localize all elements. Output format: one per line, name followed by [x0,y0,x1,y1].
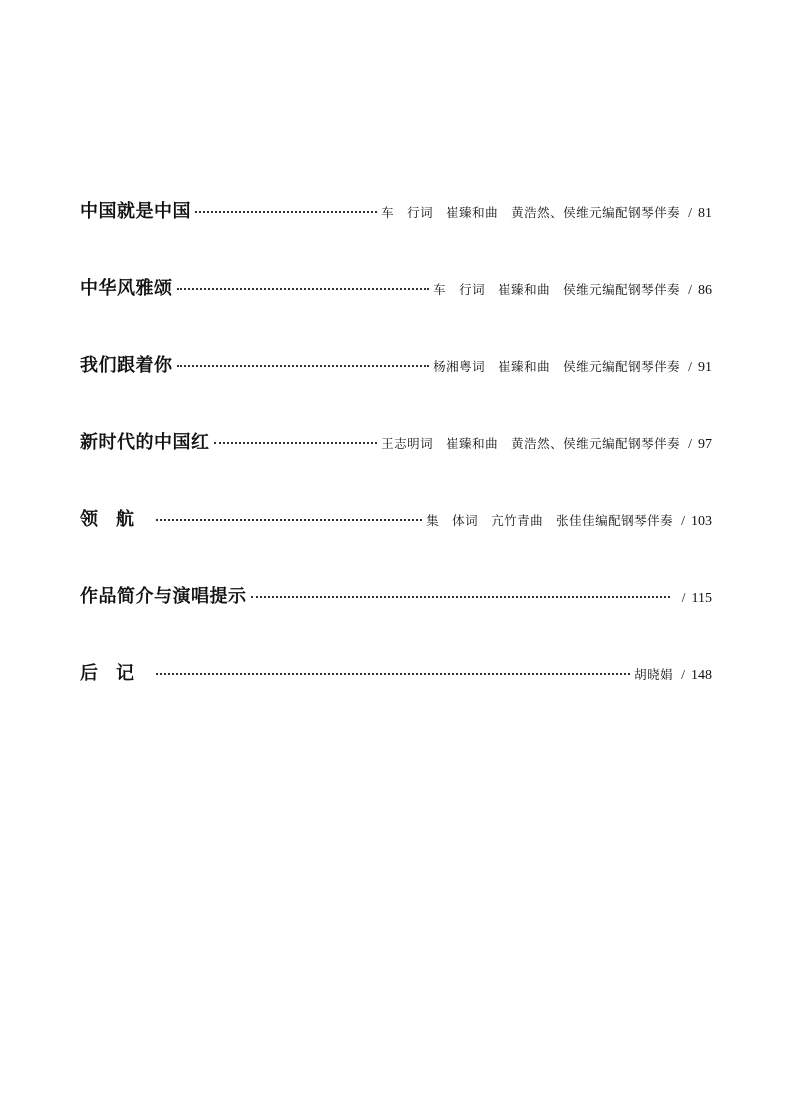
page-number: 148 [691,668,712,683]
page-number: 86 [698,283,712,298]
page-separator: / [688,206,692,221]
entry-credit: 杨湘粤词 崔臻和曲 侯维元编配钢琴伴奏 [433,359,681,374]
page-separator: / [688,283,692,298]
entry-title: 作品简介与演唱提示 [80,586,247,607]
entry-credit: 王志明词 崔臻和曲 黄浩然、侯维元编配钢琴伴奏 [381,436,681,451]
toc-entry[interactable] [80,659,712,736]
entry-title: 中国就是中国 [80,201,191,222]
page-separator: / [681,668,685,683]
toc-entry[interactable] [80,197,712,274]
dot-leader [156,673,630,675]
toc-entry[interactable] [80,351,712,428]
entry-title: 中华风雅颂 [80,278,173,299]
toc-entry[interactable] [80,582,712,659]
page-separator: / [688,360,692,375]
entry-credit: 车 行词 崔臻和曲 侯维元编配钢琴伴奏 [433,282,681,297]
entry-title: 新时代的中国红 [80,432,210,453]
entry-credit: 集 体词 亢竹青曲 张佳佳编配钢琴伴奏 [426,513,674,528]
dot-leader [156,519,422,521]
page-separator: / [681,514,685,529]
page-separator: / [688,437,692,452]
page-separator: / [681,591,686,606]
page-number: 91 [698,360,712,375]
toc-entry[interactable] [80,274,712,351]
entry-title: 我们跟着你 [80,355,173,376]
page-number: 81 [698,206,712,221]
dot-leader [214,442,378,444]
dot-leader [177,288,430,290]
entry-credit: 胡晓娟 [634,667,674,682]
page-number: 103 [691,514,712,529]
entry-title: 领航 [80,509,152,530]
dot-leader [251,596,670,598]
table-of-contents [80,197,712,736]
dot-leader [177,365,430,367]
dot-leader [195,211,377,213]
entry-title: 后记 [80,663,152,684]
toc-entry[interactable] [80,505,712,582]
page-number: 97 [698,437,712,452]
toc-entry[interactable] [80,428,712,505]
page-number: 115 [691,591,712,606]
entry-credit: 车 行词 崔臻和曲 黄浩然、侯维元编配钢琴伴奏 [381,205,681,220]
